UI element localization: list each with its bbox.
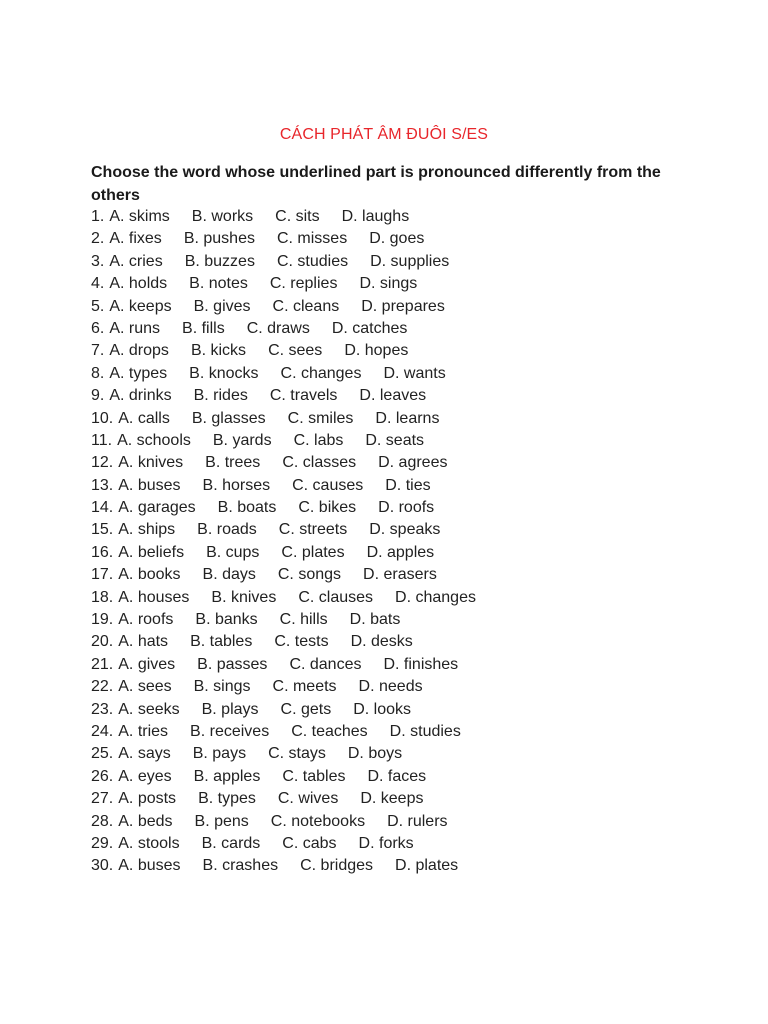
option-gap	[260, 452, 282, 474]
option-gap	[252, 631, 274, 653]
option-gap	[276, 497, 298, 519]
option-c: C. travels	[269, 387, 338, 405]
option-b: B. boats	[217, 499, 277, 517]
question-number: 11.	[91, 431, 113, 449]
option-a: A. buses	[118, 476, 181, 494]
option-a: A. types	[109, 364, 168, 382]
option-gap	[173, 811, 195, 833]
option-c: C. gets	[280, 700, 332, 718]
question-row	[91, 609, 711, 631]
option-gap	[172, 676, 194, 698]
option-b: B. cards	[201, 834, 261, 852]
option-d: D. hopes	[344, 342, 409, 360]
option-gap	[270, 475, 292, 497]
option-d: D. sings	[359, 275, 418, 293]
option-c: C. cabs	[282, 834, 337, 852]
option-a: A. knives	[118, 454, 184, 472]
question-number: 20.	[91, 633, 114, 651]
question-number: 16.	[91, 543, 114, 561]
option-gap	[361, 363, 383, 385]
option-a: A. tries	[118, 722, 169, 740]
option-b: B. cups	[206, 543, 260, 561]
option-gap	[256, 788, 278, 810]
question-number: 9.	[91, 387, 105, 405]
option-d: D. roofs	[378, 499, 435, 517]
option-b: B. sings	[193, 678, 251, 696]
option-c: C. causes	[292, 476, 364, 494]
option-c: C. streets	[278, 521, 348, 539]
option-c: C. tests	[274, 633, 329, 651]
option-a: A. garages	[118, 499, 196, 517]
option-gap	[225, 318, 247, 340]
option-gap	[162, 228, 184, 250]
option-gap	[253, 206, 275, 228]
option-gap	[184, 542, 206, 564]
option-d: D. studies	[389, 722, 461, 740]
option-gap	[337, 833, 359, 855]
option-b: B. pays	[192, 745, 247, 763]
question-row	[91, 811, 711, 833]
option-b: B. rides	[193, 387, 248, 405]
option-gap	[189, 587, 211, 609]
question-number: 25.	[91, 745, 114, 763]
question-row	[91, 497, 711, 519]
option-d: D. seats	[365, 431, 425, 449]
option-gap	[167, 363, 189, 385]
option-d: D. laughs	[341, 208, 410, 225]
option-c: C. stays	[268, 745, 326, 763]
question-number: 30.	[91, 857, 114, 875]
option-d: D. agrees	[378, 454, 448, 472]
option-gap	[181, 855, 203, 877]
option-gap	[181, 475, 203, 497]
option-gap	[163, 251, 185, 273]
option-b: B. notes	[189, 275, 248, 293]
option-gap	[361, 654, 383, 676]
question-row	[91, 475, 711, 497]
question-number: 3.	[91, 252, 105, 270]
question-row	[91, 385, 711, 407]
option-gap	[373, 587, 395, 609]
option-c: C. songs	[277, 566, 342, 584]
option-b: B. plays	[201, 700, 259, 718]
option-b: B. pushes	[183, 230, 255, 248]
option-gap	[276, 587, 298, 609]
option-gap	[176, 788, 198, 810]
option-c: C. dances	[289, 655, 362, 673]
option-gap	[343, 430, 365, 452]
option-b: B. days	[202, 566, 256, 584]
option-d: D. goes	[369, 230, 425, 248]
question-list	[91, 206, 711, 878]
option-gap	[172, 385, 194, 407]
option-c: C. replies	[269, 275, 338, 293]
option-gap	[170, 206, 192, 228]
option-a: A. cries	[109, 252, 163, 270]
question-number: 26.	[91, 767, 114, 785]
option-gap	[322, 340, 344, 362]
option-b: B. fills	[182, 319, 225, 337]
question-row	[91, 564, 711, 586]
option-b: B. receives	[190, 722, 270, 740]
question-row	[91, 430, 711, 452]
option-c: C. hills	[279, 611, 328, 629]
option-a: A. posts	[118, 790, 177, 808]
option-gap	[248, 273, 270, 295]
option-gap	[180, 699, 202, 721]
question-number: 1.	[91, 208, 105, 225]
question-row	[91, 788, 711, 810]
option-gap	[171, 743, 193, 765]
option-b: B. knocks	[189, 364, 259, 382]
option-gap	[257, 519, 279, 541]
option-gap	[167, 273, 189, 295]
option-gap	[175, 654, 197, 676]
option-d: D. faces	[367, 767, 427, 785]
option-gap	[260, 766, 282, 788]
question-number: 6.	[91, 319, 105, 337]
option-gap	[320, 206, 342, 228]
option-b: B. knives	[211, 588, 277, 606]
question-number: 13.	[91, 476, 114, 494]
question-row	[91, 631, 711, 653]
option-a: A. fixes	[109, 230, 162, 248]
option-a: A. gives	[118, 655, 176, 673]
option-gap	[341, 564, 363, 586]
question-number: 4.	[91, 275, 105, 293]
option-a: A. hats	[118, 633, 169, 651]
option-gap	[181, 564, 203, 586]
option-c: C. changes	[280, 364, 362, 382]
option-d: D. erasers	[363, 566, 437, 584]
option-c: C. wives	[277, 790, 339, 808]
option-gap	[310, 318, 332, 340]
question-row	[91, 721, 711, 743]
question-number: 28.	[91, 812, 114, 830]
option-a: A. runs	[109, 319, 161, 337]
question-row	[91, 206, 711, 228]
option-d: D. plates	[395, 857, 459, 875]
question-row	[91, 408, 711, 430]
option-c: C. teaches	[291, 722, 368, 740]
option-gap	[368, 721, 390, 743]
question-row	[91, 766, 711, 788]
question-row	[91, 654, 711, 676]
option-d: D. wants	[383, 364, 446, 382]
question-row	[91, 318, 711, 340]
option-gap	[338, 788, 360, 810]
question-row	[91, 743, 711, 765]
option-d: D. supplies	[370, 252, 450, 270]
option-gap	[328, 609, 350, 631]
question-number: 14.	[91, 499, 114, 517]
option-gap	[168, 721, 190, 743]
option-gap	[363, 475, 385, 497]
option-gap	[267, 654, 289, 676]
option-gap	[259, 699, 281, 721]
option-a: A. roofs	[118, 611, 174, 629]
option-c: C. bridges	[300, 857, 374, 875]
option-gap	[251, 296, 273, 318]
option-gap	[191, 430, 213, 452]
option-d: D. prepares	[361, 297, 445, 315]
option-gap	[249, 811, 271, 833]
question-number: 19.	[91, 611, 114, 629]
option-d: D. changes	[395, 588, 476, 606]
option-gap	[183, 452, 205, 474]
option-c: C. cleans	[272, 297, 340, 315]
question-number: 27.	[91, 790, 114, 808]
option-c: C. sits	[275, 208, 320, 225]
option-a: A. says	[118, 745, 171, 763]
option-d: D. speaks	[369, 521, 441, 539]
question-row	[91, 699, 711, 721]
option-gap	[255, 228, 277, 250]
option-b: B. kicks	[190, 342, 247, 360]
option-d: D. leaves	[359, 387, 427, 405]
option-d: D. desks	[350, 633, 413, 651]
option-gap	[347, 228, 369, 250]
option-a: A. beds	[118, 812, 173, 830]
question-number: 5.	[91, 297, 105, 315]
question-number: 29.	[91, 834, 114, 852]
option-gap	[196, 497, 218, 519]
option-gap	[337, 676, 359, 698]
option-gap	[339, 296, 361, 318]
option-gap	[251, 676, 273, 698]
option-gap	[259, 542, 281, 564]
option-gap	[356, 452, 378, 474]
question-number: 21.	[91, 655, 114, 673]
option-gap	[337, 273, 359, 295]
option-b: B. types	[198, 790, 256, 808]
option-a: A. drops	[109, 342, 169, 360]
option-c: C. clauses	[298, 588, 374, 606]
option-b: B. apples	[193, 767, 261, 785]
option-d: D. finishes	[383, 655, 459, 673]
option-a: A. schools	[117, 431, 191, 449]
option-b: B. horses	[202, 476, 271, 494]
option-gap	[170, 408, 192, 430]
option-b: B. banks	[195, 611, 258, 629]
option-c: C. labs	[293, 431, 344, 449]
option-gap	[365, 811, 387, 833]
option-c: C. classes	[282, 454, 357, 472]
page-title: CÁCH PHÁT ÂM ĐUÔI S/ES	[279, 126, 489, 143]
question-number: 12.	[91, 454, 114, 472]
option-a: A. buses	[118, 857, 181, 875]
question-number: 17.	[91, 566, 114, 584]
option-a: A. houses	[118, 588, 190, 606]
option-gap	[246, 743, 268, 765]
option-gap	[255, 251, 277, 273]
option-gap	[329, 631, 351, 653]
option-gap	[326, 743, 348, 765]
option-d: D. apples	[366, 543, 435, 561]
option-d: D. looks	[353, 700, 412, 718]
option-gap	[248, 385, 270, 407]
option-c: C. sees	[268, 342, 323, 360]
question-number: 8.	[91, 364, 105, 382]
option-d: D. forks	[358, 834, 414, 852]
option-gap	[337, 385, 359, 407]
option-gap	[356, 497, 378, 519]
option-c: C. bikes	[298, 499, 357, 517]
question-row	[91, 676, 711, 698]
option-d: D. keeps	[360, 790, 424, 808]
option-gap	[272, 430, 294, 452]
option-b: B. buzzes	[184, 252, 255, 270]
option-a: A. sees	[118, 678, 172, 696]
option-a: A. books	[118, 566, 181, 584]
option-gap	[260, 833, 282, 855]
question-row	[91, 273, 711, 295]
option-b: B. passes	[197, 655, 268, 673]
option-a: A. calls	[118, 409, 170, 427]
question-number: 23.	[91, 700, 114, 718]
option-a: A. eyes	[118, 767, 172, 785]
question-row	[91, 542, 711, 564]
question-row	[91, 228, 711, 250]
option-b: B. pens	[194, 812, 249, 830]
question-number: 22.	[91, 678, 114, 696]
option-a: A. beliefs	[118, 543, 185, 561]
question-number: 2.	[91, 230, 105, 248]
option-c: C. plates	[281, 543, 345, 561]
option-b: B. yards	[212, 431, 272, 449]
question-row	[91, 587, 711, 609]
question-number: 7.	[91, 342, 105, 360]
option-a: A. ships	[118, 521, 176, 539]
question-row	[91, 833, 711, 855]
option-b: B. trees	[205, 454, 261, 472]
option-gap	[256, 564, 278, 586]
option-gap	[175, 519, 197, 541]
option-gap	[172, 296, 194, 318]
option-gap	[160, 318, 182, 340]
question-row	[91, 296, 711, 318]
question-row	[91, 519, 711, 541]
option-b: B. glasses	[191, 409, 266, 427]
option-gap	[331, 699, 353, 721]
option-c: C. notebooks	[270, 812, 366, 830]
option-a: A. skims	[109, 208, 170, 225]
question-row	[91, 251, 711, 273]
question-number: 18.	[91, 588, 114, 606]
question-row	[91, 363, 711, 385]
option-b: B. roads	[197, 521, 257, 539]
question-row	[91, 855, 711, 877]
option-c: C. misses	[276, 230, 348, 248]
option-gap	[345, 766, 367, 788]
option-d: D. boys	[347, 745, 403, 763]
question-row	[91, 452, 711, 474]
option-gap	[353, 408, 375, 430]
option-gap	[259, 363, 281, 385]
option-gap	[348, 251, 370, 273]
option-b: B. tables	[190, 633, 253, 651]
option-d: D. catches	[331, 319, 408, 337]
option-b: B. crashes	[202, 857, 279, 875]
option-gap	[172, 766, 194, 788]
option-gap	[278, 855, 300, 877]
option-gap	[180, 833, 202, 855]
question-number: 15.	[91, 521, 114, 539]
option-c: C. studies	[276, 252, 349, 270]
option-gap	[173, 609, 195, 631]
option-gap	[258, 609, 280, 631]
option-c: C. smiles	[287, 409, 354, 427]
option-c: C. draws	[246, 319, 310, 337]
question-number: 24.	[91, 722, 114, 740]
instruction-text: Choose the word whose underlined part is pronounced differently from the others	[91, 164, 661, 204]
option-a: A. drinks	[109, 387, 172, 405]
option-a: A. stools	[118, 834, 180, 852]
option-d: D. learns	[375, 409, 440, 427]
option-gap	[373, 855, 395, 877]
option-gap	[345, 542, 367, 564]
option-gap	[347, 519, 369, 541]
option-b: B. gives	[193, 297, 251, 315]
option-a: A. keeps	[109, 297, 172, 315]
option-d: D. rulers	[387, 812, 448, 830]
option-c: C. tables	[282, 767, 346, 785]
option-gap	[269, 721, 291, 743]
option-gap	[266, 408, 288, 430]
option-gap	[169, 340, 191, 362]
option-gap	[168, 631, 190, 653]
option-a: A. seeks	[118, 700, 180, 718]
option-b: B. works	[191, 208, 254, 225]
option-a: A. holds	[109, 275, 168, 293]
option-d: D. bats	[349, 611, 401, 629]
question-row	[91, 340, 711, 362]
option-d: D. ties	[385, 476, 431, 494]
option-d: D. needs	[358, 678, 423, 696]
option-gap	[246, 340, 268, 362]
question-number: 10.	[91, 409, 114, 427]
option-c: C. meets	[272, 678, 337, 696]
